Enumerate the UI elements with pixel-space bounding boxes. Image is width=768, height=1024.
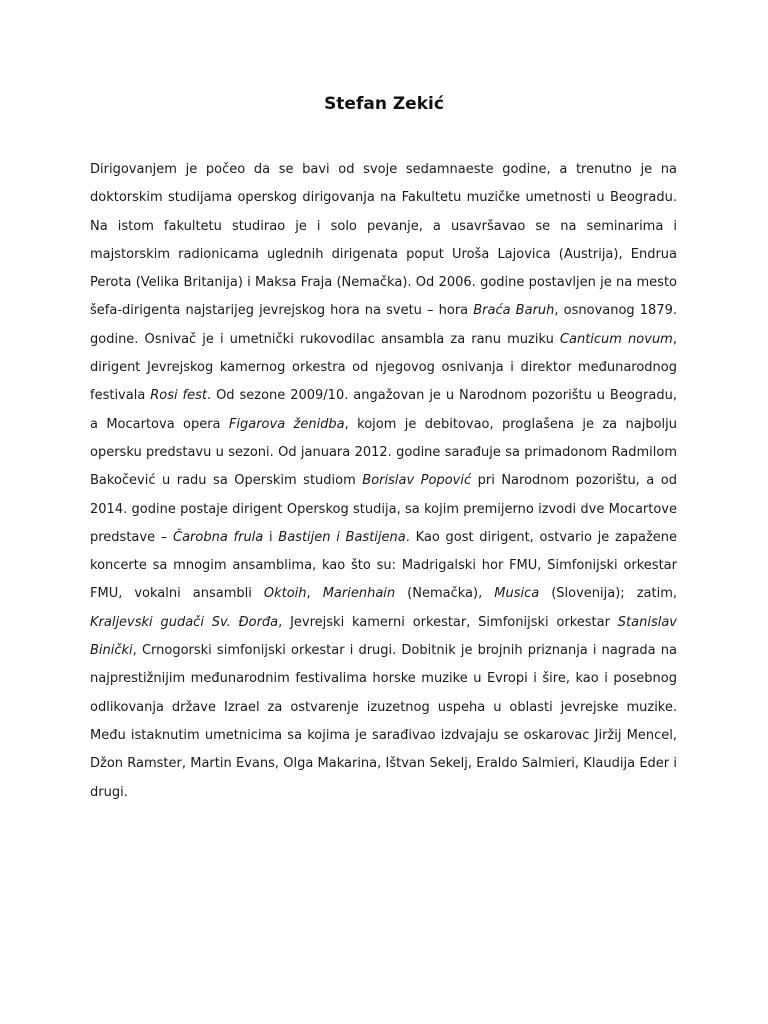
text-segment: . Od sezone 2009/10. angažovan je u Narodnom pozorištu u Beogradu, a Mocartova opera [90, 388, 677, 432]
text-segment: (Slovenija); zatim, [539, 586, 678, 602]
text-segment: , kojom je debitovao, proglašena je za najbolju opersku predstavu u sezoni. Od januara 2012. godine sarađuje sa primadonom Radmilom Bakočević u radu sa Operskim studiom [90, 416, 677, 489]
ensemble-name: Canticum novum [559, 331, 673, 347]
studio-name: Borislav Popović [362, 473, 472, 489]
text-segment: , osnovanog 1879. godine. Osnivač je i umetnički rukovodilac ansambla za ranu muziku [90, 303, 677, 347]
text-segment: . Kao gost dirigent, ostvario je zapažene koncerte sa mnogim ansamblima, kao što su: Madrigalski hor FMU, Simfonijski orkestar FMU, vokalni ansambli [90, 529, 678, 602]
ensemble-name: Musica [494, 586, 540, 602]
text-segment: , [306, 586, 323, 602]
opera-title: Figarova ženidba [228, 416, 345, 432]
text-segment: i [263, 529, 279, 545]
text-segment: , Crnogorski simfonijski orkestar i drugi. Dobitnik je brojnih priznanja i nagrada na najprestižnijim međunarodnim festivalima horske muzike u Evropi i šire, kao i posebnog odlikovanja države Izrael za ostvarenje izuzetnog uspeha u oblasti jevrejske muzike. Među istaknutim umetnicima sa kojima je sarađivao izdvajaju se oskarovac Jiržij Mencel, Džon Ramster, Martin Evans, Olga Makarina, Ištvan Sekelj, Eraldo Salmieri, Klaudija Eder i drugi. [90, 643, 677, 800]
text-segment: Dirigovanjem je počeo da se bavi od svoje sedamnaeste godine, a trenutno je na doktorskim studijama operskog dirigovanja na Fakultetu muzičke umetnosti u Beogradu. Na istom fakultetu studirao je i solo pevanje, a usavršavao se na seminarima i majstorskim radionicama uglednih dirigenata poput Uroša Lajovica (Austrija), Endrua Perota (Velika Britanija) i Maksa Fraja (Nemačka). Od 2006. godine postavljen je na mesto šefa-dirigenta najstarijeg jevrejskog hora na svetu – hora [90, 162, 677, 319]
text-segment: , dirigent Jevrejskog kamernog orkestra od njegovog osnivanja i direktor međunarodnog festivala [90, 331, 677, 404]
text-segment: , Jevrejski kamerni orkestar, Simfonijski orkestar [278, 614, 618, 630]
biography-paragraph [90, 156, 677, 807]
text-segment: (Nemačka), [395, 586, 495, 602]
page-title: Stefan Zekić [324, 94, 444, 114]
ensemble-name: Marienhain [322, 586, 396, 602]
ensemble-name: Kraljevski gudači Sv. Đorđa [90, 614, 279, 630]
festival-name: Rosi fest [150, 388, 207, 404]
opera-title: Čarobna frula [173, 529, 264, 545]
text-segment: pri Narodnom pozorištu, a od 2014. godine postaje dirigent Operskog studija, sa kojim premijerno izvodi dve Mocartove predstave – [90, 473, 677, 545]
opera-title: Bastijen i Bastijena [278, 529, 406, 545]
orchestra-name: Stanislav Binički [90, 614, 677, 659]
ensemble-name: Oktoih [263, 586, 307, 602]
choir-name: Braća Baruh [473, 303, 555, 319]
